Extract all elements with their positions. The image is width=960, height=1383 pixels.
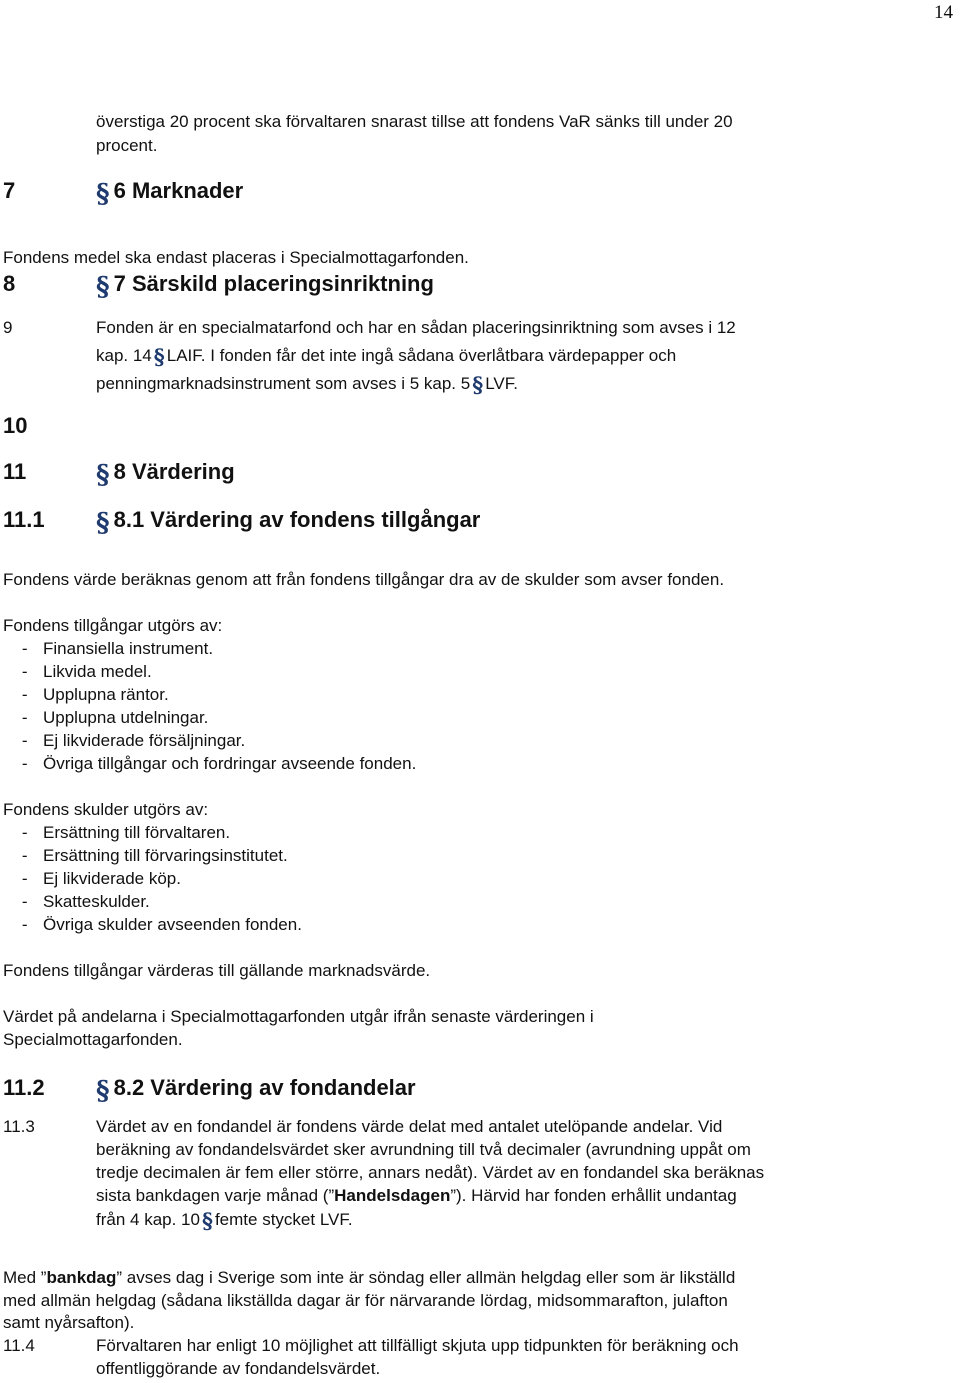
section-9-line: penningmarknadsinstrument som avses i 5 kap. 5§ LVF.	[96, 372, 518, 397]
section-number-11-2: 11.2	[3, 1075, 45, 1100]
intro-line: procent.	[96, 136, 158, 155]
paragraph-sign-icon: §	[96, 508, 110, 538]
list-item: - Upplupna räntor.	[3, 685, 169, 704]
unit-value-line: Värdet på andelarna i Specialmottagarfonden utgår ifrån senaste värderingen i	[3, 1007, 594, 1026]
section-heading-tillgangar: § 8.1 Värdering av fondens tillgångar	[96, 507, 481, 538]
assets-block	[3, 614, 416, 775]
section-11-3-line: sista bankdagen varje månad (”Handelsdagen”). Härvid har fonden erhållit undantag	[96, 1186, 737, 1205]
assets-heading: Fondens tillgångar utgörs av:	[3, 616, 223, 635]
liabilities-block	[3, 798, 302, 936]
paragraph-sign-icon: §	[96, 179, 110, 209]
section-number-8: 8	[3, 271, 16, 296]
section-number-9: 9	[3, 318, 13, 337]
section-11-3-line: tredje decimalen är fem eller större, annars nedåt). Värdet av en fondandel ska beräknas	[96, 1163, 765, 1182]
section-heading-placeringsinriktning: § 7 Särskild placeringsinriktning	[96, 271, 434, 302]
term-handelsdagen: Handelsdagen	[334, 1186, 451, 1205]
paragraph-sign-icon: §	[201, 1208, 213, 1233]
list-item: - Upplupna utdelningar.	[3, 708, 209, 727]
intro-line: överstiga 20 procent ska förvaltaren snarast tillse att fondens VaR sänks till under 20	[96, 112, 733, 131]
list-item: - Likvida medel.	[3, 662, 152, 681]
list-item: - Ej likviderade köp.	[3, 869, 181, 888]
page-number: 14	[934, 2, 953, 23]
assets-list	[3, 637, 416, 775]
paragraph-sign-icon: §	[472, 372, 484, 397]
liabilities-list	[3, 821, 302, 936]
list-item: - Övriga tillgångar och fordringar avseende fonden.	[3, 754, 417, 773]
section-9-line: kap. 14§ LAIF. I fonden får det inte ingå sådana överlåtbara värdepapper och	[96, 344, 677, 369]
list-item: - Finansiella instrument.	[3, 639, 214, 658]
paragraph-sign-icon: §	[96, 1076, 110, 1106]
section-number-7: 7	[3, 178, 16, 203]
section-11-3-line: från 4 kap. 10§ femte stycket LVF.	[96, 1208, 353, 1233]
section-11-4-line: Förvaltaren har enligt 10 möjlighet att tillfälligt skjuta upp tidpunkten för beräkning och	[96, 1336, 739, 1355]
list-item: - Övriga skulder avseenden fonden.	[3, 915, 302, 934]
section-number-10: 10	[3, 413, 28, 438]
market-value-text: Fondens tillgångar värderas till gällande marknadsvärde.	[3, 961, 431, 980]
bankday-line: Med ”bankdag” avses dag i Sverige som inte är söndag eller allmän helgdag eller som är likställd	[3, 1268, 736, 1287]
paragraph-sign-icon: §	[96, 460, 110, 490]
section-11-4-line: offentliggörande av fondandelsvärdet.	[96, 1359, 381, 1378]
liabilities-heading: Fondens skulder utgörs av:	[3, 800, 209, 819]
section-heading-vardering: § 8 Värdering	[96, 459, 235, 490]
section-heading-marknader: § 6 Marknader	[96, 178, 244, 209]
section-11-3-line: beräkning av fondandelsvärdet sker avrundning till två decimaler (avrundning uppåt om	[96, 1140, 751, 1159]
section-number-11-1: 11.1	[3, 507, 45, 532]
section-number-11-3: 11.3	[3, 1117, 35, 1136]
section-heading-fondandelar: § 8.2 Värdering av fondandelar	[96, 1075, 416, 1106]
paragraph-sign-icon: §	[96, 272, 110, 302]
term-bankdag: bankdag	[46, 1268, 117, 1287]
list-item: - Skatteskulder.	[3, 892, 150, 911]
list-item: - Ersättning till förvaringsinstitutet.	[3, 846, 288, 865]
list-item: - Ersättning till förvaltaren.	[3, 823, 231, 842]
unit-value-line: Specialmottagarfonden.	[3, 1030, 183, 1049]
section-9-line: Fonden är en specialmatarfond och har en sådan placeringsinriktning som avses i 12	[96, 318, 736, 337]
value-text: Fondens värde beräknas genom att från fondens tillgångar dra av de skulder som avser fonden.	[3, 570, 725, 589]
section-number-11: 11	[3, 459, 27, 484]
section-number-11-4: 11.4	[3, 1336, 35, 1355]
bankday-line: med allmän helgdag (sådana likställda dagar är för närvarande lördag, midsommarafton, julafton	[3, 1291, 728, 1310]
section-7-text: Fondens medel ska endast placeras i Specialmottagarfonden.	[3, 248, 469, 267]
list-item: - Ej likviderade försäljningar.	[3, 731, 246, 750]
paragraph-sign-icon: §	[153, 344, 165, 369]
section-11-3-line: Värdet av en fondandel är fondens värde delat med antalet utelöpande andelar. Vid	[96, 1117, 723, 1136]
bankday-line: samt nyårsafton).	[3, 1313, 135, 1332]
